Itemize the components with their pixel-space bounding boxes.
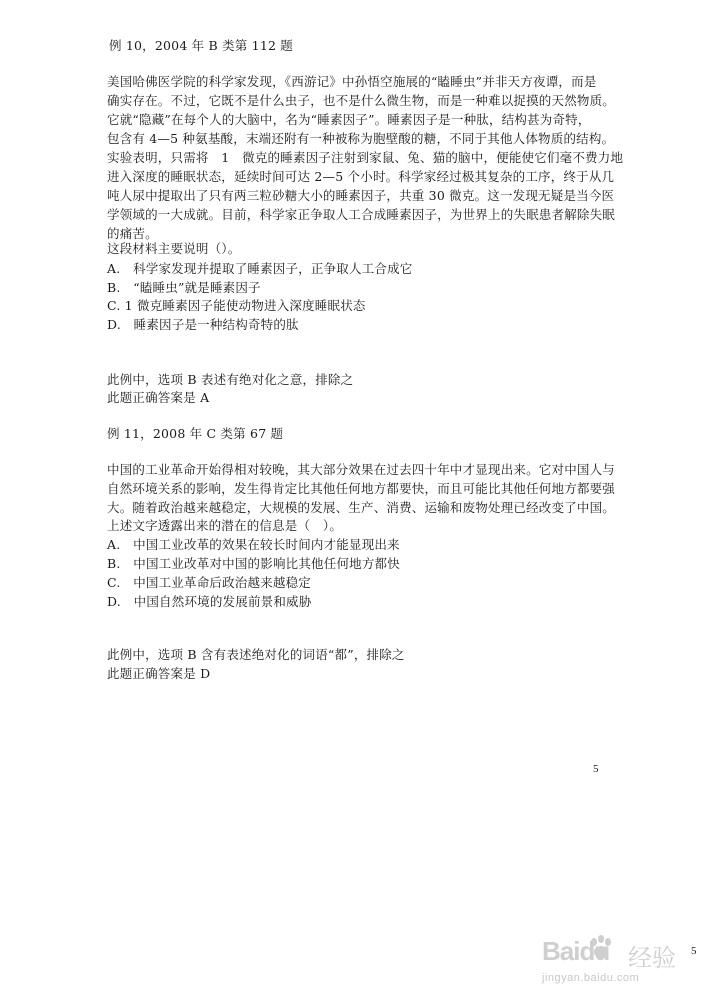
example10-option-a: A. 科学家发现并提取了睡素因子，正争取人工合成它	[107, 261, 413, 276]
example10-analysis: 此例中，选项 B 表述有绝对化之意，排除之	[107, 372, 354, 387]
example10-header: 例 10，2004 年 B 类第 112 题	[109, 38, 294, 53]
passage-line: 的痛苦。	[107, 226, 158, 241]
watermark-url: jingyan.baidu.com	[542, 972, 640, 984]
example11-option-b: B. 中国工业改革对中国的影响比其他任何地方都快	[107, 556, 400, 571]
passage-line: 学领域的一大成就。目前，科学家正争取人工合成睡素因子，为世界上的失眠患者解除失眠	[107, 207, 616, 222]
example11-answer: 此题正确答案是 D	[107, 666, 211, 681]
passage-line: 实验表明，只需将 1 微克的睡素因子注射到家鼠、兔、猫的脑中，便能使它们毫不费力地	[107, 150, 624, 165]
example11-option-c: C. 中国工业革命后政治越来越稳定	[107, 575, 311, 590]
example11-analysis: 此例中，选项 B 含有表述绝对化的词语“都”，排除之	[107, 647, 405, 662]
passage-line: 包含有 4—5 种氨基酸，末端还附有一种被称为胞壁酸的糖，不同于其他人体物质的结构。	[107, 131, 615, 146]
baidu-jingyan-watermark	[542, 930, 692, 992]
page-number: 5	[593, 763, 599, 775]
passage-line: 自然环境关系的影响，发生得肯定比其他任何地方都要快，而且可能比其他任何地方都要强	[107, 481, 616, 496]
example11-option-d: D. 中国自然环境的发展前景和威胁	[107, 594, 312, 609]
passage-line: 美国哈佛医学院的科学家发现，《西游记》中孙悟空施展的“瞌睡虫”并非天方夜谭，而是	[107, 74, 597, 89]
passage-line: 进入深度的睡眠状态，延续时间可达 2—5 个小时。科学家经过极其复杂的工序，终于从几	[107, 169, 615, 184]
passage-line: 吨人尿中提取出了只有两三粒砂糖大小的睡素因子，共重 30 微克。这一发现无疑是当今医	[107, 188, 615, 203]
passage-line: 它就“隐藏”在每个人的大脑中，名为“睡素因子”。睡素因子是一种肽，结构甚为奇特，	[107, 112, 591, 127]
example11-option-a: A. 中国工业改革的效果在较长时间内才能显现出来	[107, 537, 400, 552]
example10-option-c: C. 1 微克睡素因子能使动物进入深度睡眠状态	[107, 298, 366, 313]
example10-answer: 此题正确答案是 A	[107, 390, 210, 405]
example10-option-b: B. “瞌睡虫”就是睡素因子	[107, 280, 261, 295]
passage-line: 中国的工业革命开始得相对较晚，其大部分效果在过去四十年中才显现出来。它对中国人与	[107, 462, 616, 477]
watermark-brand: Baidu	[542, 936, 610, 966]
example11-header: 例 11，2008 年 C 类第 67 题	[107, 426, 284, 441]
passage-line: 上述文字透露出来的潜在的信息是（ ）。	[107, 518, 343, 533]
passage-line: 确实存在。不过，它既不是什么虫子，也不是什么微生物，而是一种难以捉摸的天然物质。	[107, 93, 616, 108]
watermark-label: 经验	[628, 944, 676, 972]
example10-option-d: D. 睡素因子是一种结构奇特的肽	[107, 317, 299, 332]
page-number-outer: 5	[691, 945, 697, 957]
example10-question: 这段材料主要说明（）。	[107, 241, 241, 256]
passage-line: 大。随着政治越来越稳定，大规模的发展、生产、消费、运输和废物处理已经改变了中国。	[107, 500, 616, 515]
